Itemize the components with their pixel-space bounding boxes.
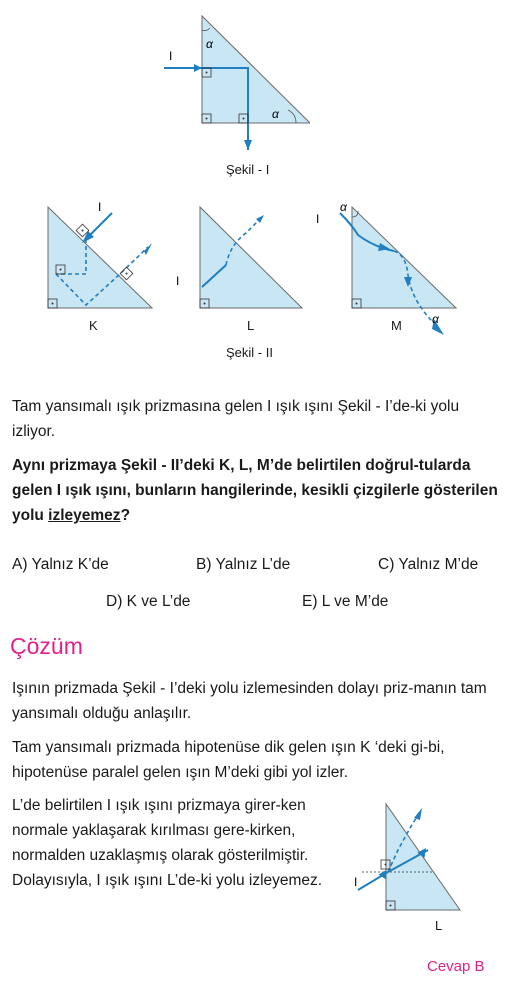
prism-k (48, 200, 152, 308)
ray-label-l: I (176, 274, 180, 288)
angle-alpha-m-top: α (340, 200, 347, 214)
question-bold-main: Aynı prizmaya Şekil - II’deki K, L, M’de belirtilen doğrul-tularda gelen I ışık ışını, bunların hangilerinde, kesikli çizgilerle gösterilen yolu (12, 457, 498, 524)
question-intro: Tam yansımalı ışık prizmasına gelen I ışık ışını Şekil - I’de-ki yolu izliyor. (12, 398, 460, 440)
option-a[interactable]: A) Yalnız K’de (12, 556, 109, 573)
angle-alpha-top: α (206, 37, 213, 51)
question-bold (12, 453, 504, 528)
question-bold-end: ? (120, 507, 131, 524)
figure-2-caption: Şekil - II (226, 345, 273, 360)
angle-alpha-bottom: α (272, 107, 279, 121)
ray-label-k: I (98, 200, 102, 214)
figure-1-caption: Şekil - I (226, 162, 270, 177)
option-b[interactable]: B) Yalnız L’de (196, 556, 291, 573)
prism-1 (202, 16, 310, 123)
label-m: M (391, 318, 402, 333)
option-e[interactable]: E) L ve M’de (302, 593, 389, 610)
solution-p2: Tam yansımalı prizmada hipotenüse dik gelen ışın K ‘deki gi-bi, hipotenüse paralel gelen ışın M’deki gibi yol izler. (12, 739, 445, 781)
solution-p1: Işının prizmada Şekil - I’deki yolu izlemesinden dolayı priz-manın tam yansımalı olduğu anlaşılır. (12, 680, 487, 722)
prism-m (316, 200, 456, 335)
solution-ray-label: I (354, 875, 358, 889)
solution-heading: Çözüm (10, 633, 83, 659)
solution-p3: L’de belirtilen I ışık ışını prizmaya girer-ken normale yaklaşarak kırılması gere-kirken, normalden uzaklaşmış olarak gösterilmiştir. Dolayısıyla, I ışık ışını L’de-ki yolu izleyemez. (12, 797, 323, 889)
solution-fig-label: L (435, 918, 443, 933)
ray-label-m: I (316, 212, 320, 226)
option-d[interactable]: D) K ve L’de (106, 593, 191, 610)
answer-label: Cevap B (427, 958, 485, 975)
label-l: L (247, 318, 255, 333)
angle-alpha-m-bottom: α (432, 312, 439, 326)
ray-label-i: I (169, 49, 173, 63)
figure-1-diagram (150, 10, 310, 160)
question-underline: izleyemez (48, 507, 121, 524)
solution-figure (348, 798, 463, 923)
label-k: K (89, 318, 98, 333)
option-c[interactable]: C) Yalnız M’de (378, 556, 479, 573)
prism-l (176, 207, 302, 308)
